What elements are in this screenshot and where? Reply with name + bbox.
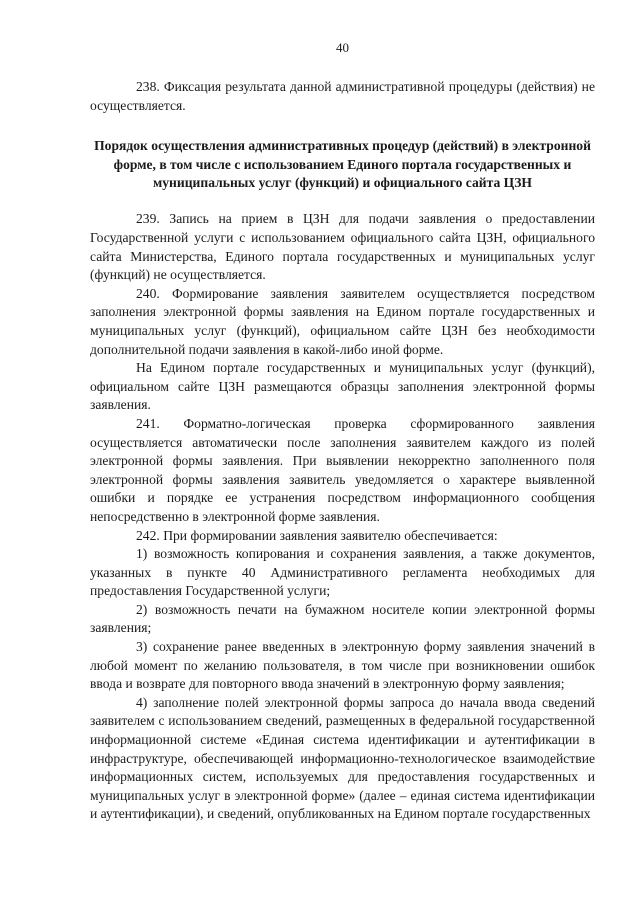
paragraph-239: 239. Запись на прием в ЦЗН для подачи заявления о предоставлении Государственной услуги с использованием официального сайта ЦЗН, официального сайта Министерства, Единого портала государственных и муниципальных услуг (функций) не осуществляется.: [90, 211, 595, 283]
paragraph-240-samples: На Едином портале государственных и муниципальных услуг (функций), официальном сайте ЦЗН размещаются образцы заполнения электронной формы заявления.: [90, 360, 595, 413]
paragraph-241: 241. Форматно-логическая проверка сформированного заявления осуществляется автоматически после заполнения заявителем каждого из полей электронной формы заявления. При выявлении некорректно заполненного поля электронной формы заявления заявитель уведомляется о характере выявленной ошибки и порядке ее устранения посредством информационного сообщения непосредственно в электронной форме заявления.: [90, 415, 595, 524]
paragraph-240: 240. Формирование заявления заявителем осуществляется посредством заполнения электронной формы заявления на Едином портале государственных и муниципальных услуг (функций), официальном сайте ЦЗН без необходимости дополнительной подачи заявления в какой-либо иной форме.: [90, 285, 595, 357]
paragraph-242-item-4: 4) заполнение полей электронной формы запроса до начала ввода сведений заявителем с использованием сведений, размещенных в федеральной государственной информационной системе «Единая система идентификации и аутентификации в инфраструктуре, обеспечивающей информационно-технологическое взаимодействие информационных систем, используемых для предоставления государственных и муниципальных услуг в электронной форме» (далее – единая система идентификации и аутентификации), и сведений, опубликованных на Едином портале государственных: [90, 694, 595, 822]
paragraph-242: 242. При формировании заявления заявителю обеспечивается:: [136, 527, 498, 543]
document-page: [90, 40, 595, 824]
section-heading: Порядок осуществления административных процедур (действий) в электронной форме, в том числе с использованием Единого портала государственных и муниципальных услуг (функций) и официального сайта ЦЗН: [94, 138, 591, 190]
paragraph-242-item-1: 1) возможность копирования и сохранения заявления, а также документов, указанных в пункте 40 Административного регламента необходимых для предоставления Государственной услуги;: [90, 546, 595, 599]
page-number: 40: [336, 40, 349, 55]
paragraph-238: 238. Фиксация результата данной административной процедуры (действия) не осуществляется.: [90, 79, 595, 113]
paragraph-242-item-2: 2) возможность печати на бумажном носителе копии электронной формы заявления;: [90, 601, 595, 636]
paragraph-242-item-3: 3) сохранение ранее введенных в электронную форму заявления значений в любой момент по желанию пользователя, в том числе при возникновении ошибок ввода и возврате для повторного ввода значений в электронную форму заявления;: [90, 639, 595, 692]
